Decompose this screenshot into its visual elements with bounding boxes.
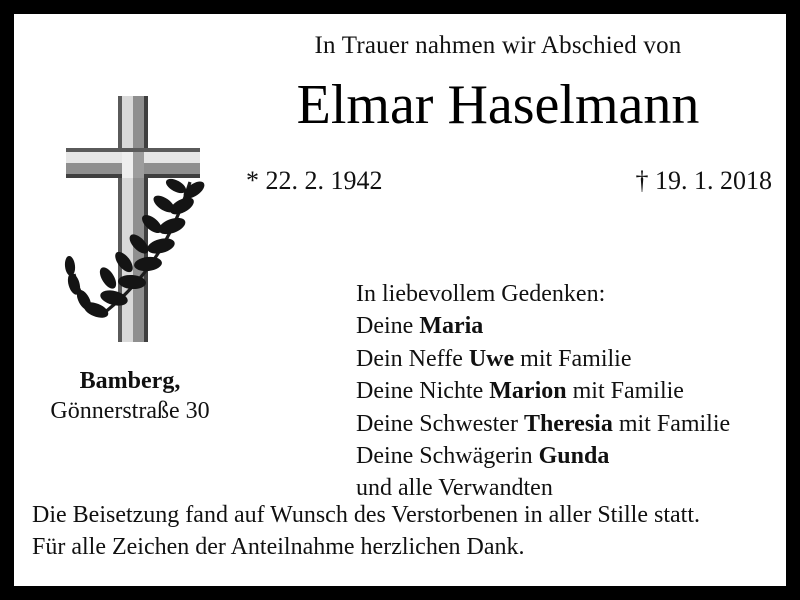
mourner-prefix: Deine Schwägerin (356, 442, 539, 469)
mourner-prefix: Deine (356, 313, 420, 340)
life-dates (246, 166, 772, 196)
mourner-name: Maria (419, 313, 484, 340)
place-street: Gönnerstraße 30 (50, 398, 210, 424)
list-item (356, 343, 730, 375)
footer-line-2: Für alle Zeichen der Anteilnahme herzlichen Dank. (32, 533, 525, 560)
mourner-name: Uwe (468, 345, 515, 372)
mourner-prefix: und alle Verwandten (356, 475, 553, 502)
mourner-prefix: Deine Schwester (356, 410, 524, 437)
mourner-prefix: Dein Neffe (356, 345, 469, 372)
footer-note (32, 500, 772, 563)
birth-date: * 22. 2. 1942 (246, 166, 383, 195)
list-item (356, 310, 730, 342)
intro-text: In Trauer nahmen wir Abschied von (314, 32, 682, 59)
mourner-suffix: mit Familie (514, 345, 632, 372)
mourners-heading: In liebevollem Gedenken: (356, 281, 606, 307)
place-city: Bamberg, (79, 368, 181, 394)
deceased-name: Elmar Haselmann (296, 74, 700, 136)
footer-line-1: Die Beisetzung fand auf Wunsch des Verstorbenen in aller Stille statt. (32, 502, 700, 528)
mourner-prefix: Deine Nichte (356, 378, 490, 405)
list-item (356, 440, 730, 472)
mourner-name: Theresia (523, 410, 613, 437)
death-date: † 19. 1. 2018 (635, 166, 772, 195)
place-address (30, 366, 230, 426)
list-item (356, 375, 730, 407)
mourner-name: Marion (489, 378, 567, 405)
obituary-card (14, 14, 786, 586)
cross-with-laurel-icon (44, 94, 224, 344)
mourner-suffix: mit Familie (566, 378, 684, 405)
mourners-block (356, 278, 730, 505)
mourner-suffix: mit Familie (612, 410, 731, 437)
mourner-name: Gunda (538, 442, 610, 469)
list-item (356, 408, 730, 440)
